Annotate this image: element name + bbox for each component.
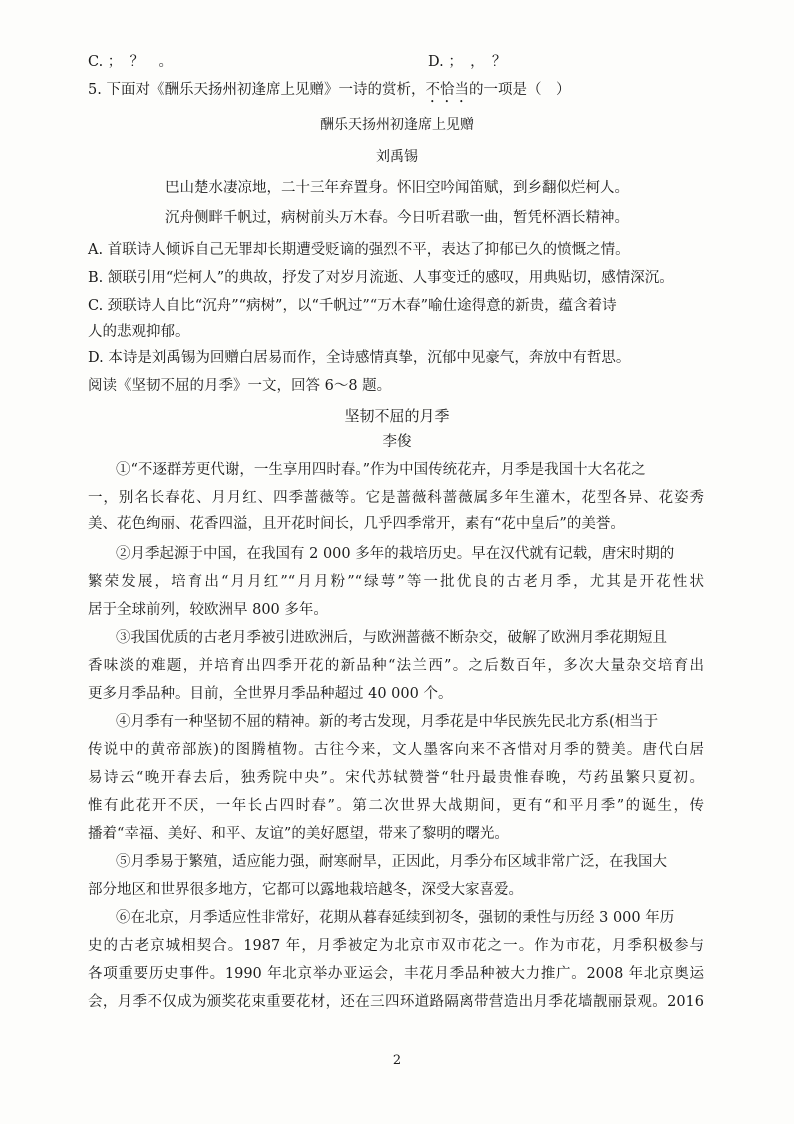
q5-emphasis: 不恰当	[425, 82, 469, 98]
article-line: 易诗云“晚开春去后，独秀院中央”。宋代苏轼赞誉“牡丹最贵惟春晚，芍药虽繁只夏初。	[88, 770, 704, 786]
q5-option-d: D. 本诗是刘禹锡为回赠白居易而作，全诗感情真挚，沉郁中见豪气，奔放中有哲思。	[88, 350, 631, 366]
article-line: 一，别名长春花、月月红、四季蔷薇等。它是蔷薇科蔷薇属多年生灌木，花型各异、花姿秀	[88, 490, 704, 506]
q5-option-a: A. 首联诗人倾诉自己无罪却长期遭受贬谪的强烈不平，表达了抑郁已久的愤慨之情。	[88, 242, 630, 258]
poem-title: 酬乐天扬州初逢席上见赠	[320, 117, 474, 133]
q5-prefix: 5. 下面对《酬乐天扬州初逢席上见赠》一诗的赏析，	[88, 82, 426, 98]
article-line: 居于全球前列，较欧洲早 800 多年。	[88, 602, 328, 618]
article-line: 各项重要历史事件。1990 年北京举办亚运会，丰花月季品种被大力推广。2008 年北京奥运	[88, 966, 704, 982]
article-line: 会，月季不仅成为颁奖花束重要花材，还在三四环道路隔离带营造出月季花墙靓丽景观。2016	[88, 994, 704, 1010]
article-line: ①“不逐群芳更代谢，一生享用四时春。”作为中国传统花卉，月季是我国十大名花之	[116, 462, 646, 478]
article-line: ②月季起源于中国，在我国有 2 000 多年的栽培历史。早在汉代就有记载，唐宋时期的	[116, 546, 675, 562]
page-number: 2	[392, 1053, 402, 1068]
article-line: 更多月季品种。目前，全世界月季品种超过 40 000 个。	[88, 686, 453, 702]
article-line: 部分地区和世界很多地方，它都可以露地栽培越冬，深受大家喜爱。	[88, 882, 523, 898]
q5-option-c-line-1: C. 颈联诗人自比“沉舟”“病树”，以“千帆过”“万木春”喻仕途得意的新贵，蕴含着诗	[88, 298, 617, 314]
q5-option-c-line-2: 人的悲观抑郁。	[88, 324, 190, 340]
article-line: ⑥在北京，月季适应性非常好，花期从暮春延续到初冬，强韧的秉性与历经 3 000 年历	[116, 910, 675, 926]
article-line: 香味淡的难题，并培育出四季开花的新品种“法兰西”。之后数百年，多次大量杂交培育出	[88, 658, 704, 674]
article-line: 史的古老京城相契合。1987 年，月季被定为北京市双市花之一。作为市花，月季积极参与	[88, 938, 704, 954]
poem-line-1: 巴山楚水凄凉地，二十三年弃置身。怀旧空吟闻笛赋，到乡翻似烂柯人。	[165, 180, 629, 196]
option-c-previous: C. ； ？ 。	[88, 54, 174, 70]
question-5-stem	[88, 80, 570, 106]
reading-instruction: 阅读《坚韧不屈的月季》一文，回答 6～8 题。	[88, 378, 392, 394]
article-title: 坚韧不屈的月季	[344, 407, 450, 425]
article-line: 传说中的黄帝部族)的图腾植物。古往今来，文人墨客向来不吝惜对月季的赞美。唐代白居	[88, 742, 704, 758]
q5-option-b: B. 颔联引用“烂柯人”的典故，抒发了对岁月流逝、人事变迁的感叹，用典贴切，感情深沉。	[88, 270, 674, 286]
article-author: 李俊	[382, 434, 412, 450]
article-line: 播着“幸福、美好、和平、友谊”的美好愿望，带来了黎明的曙光。	[88, 826, 509, 842]
article-line: 美、花色绚丽、花香四溢，且开花时间长，几乎四季常开，素有“花中皇后”的美誉。	[88, 516, 625, 532]
article-line: ③我国优质的古老月季被引进欧洲后，与欧洲蔷薇不断杂交，破解了欧洲月季花期短且	[116, 630, 667, 646]
article-line: 繁荣发展，培育出“月月红”“月月粉”“绿萼”等一批优良的古老月季，尤其是开花性状	[88, 574, 704, 590]
poem-line-2: 沉舟侧畔千帆过，病树前头万木春。今日听君歌一曲，暂凭杯酒长精神。	[165, 210, 629, 226]
option-d-previous: D. ； ， ？	[428, 54, 507, 70]
article-line: 惟有此花开不厌，一年长占四时春”。第二次世界大战期间，更有“和平月季”的诞生，传	[88, 798, 704, 814]
poem-author: 刘禹锡	[376, 149, 418, 165]
article-line: ④月季有一种坚韧不屈的精神。新的考古发现，月季花是中华民族先民北方系(相当于	[116, 714, 659, 730]
article-line: ⑤月季易于繁殖，适应能力强，耐寒耐旱，正因此，月季分布区域非常广泛，在我国大	[116, 854, 667, 870]
q5-suffix: 的一项是（ ）	[468, 82, 571, 98]
